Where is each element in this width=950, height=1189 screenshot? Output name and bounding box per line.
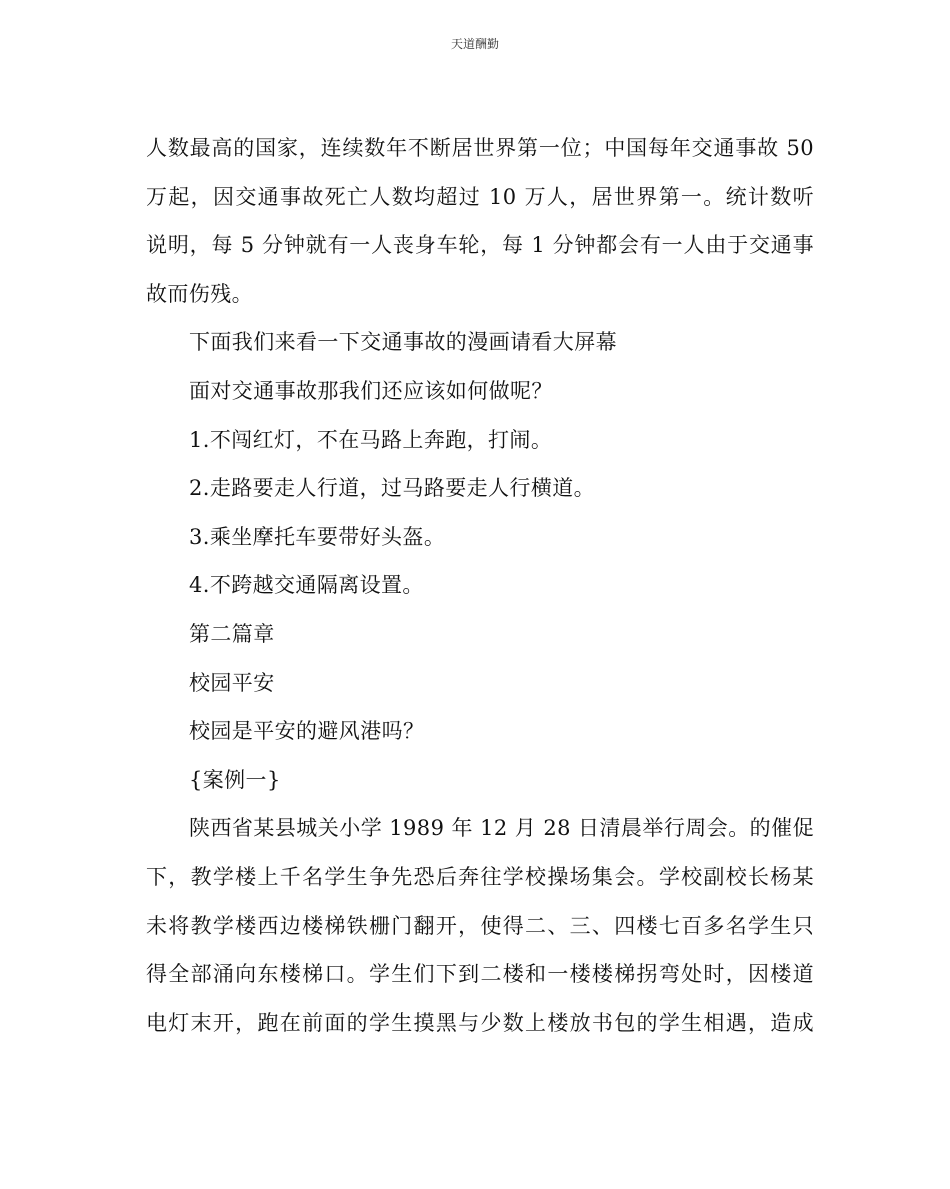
paragraph-line: 万起，因交通事故死亡人数均超过 10 万人，居世界第一。统计数听 (146, 184, 814, 209)
page-header: 天道酬勤 (450, 37, 499, 51)
paragraph-line: 校园是平安的避风港吗？ (189, 719, 425, 744)
paragraph-line: 面对交通事故那我们还应该如何做呢？ (189, 378, 553, 403)
paragraph-line: 电灯末开，跑在前面的学生摸黑与少数上楼放书包的学生相遇，造成 (146, 1010, 814, 1035)
section-heading: 校园平安 (189, 670, 275, 695)
chapter-heading: 第二篇章 (189, 621, 275, 646)
list-item: 1.不闯红灯，不在马路上奔跑，打闹。 (189, 427, 553, 452)
list-item: 2.走路要走人行道，过马路要走人行横道。 (189, 476, 596, 501)
paragraph-line: 故而伤残。 (146, 281, 253, 306)
list-item: 4.不跨越交通隔离设置。 (189, 573, 424, 598)
paragraph-line: 人数最高的国家，连续数年不断居世界第一位；中国每年交通事故 50 (146, 136, 814, 160)
paragraph-line: 未将教学楼西边楼梯铁栅门翻开，使得二、三、四楼七百多名学生只 (146, 913, 814, 938)
paragraph-line: 下，教学楼上千名学生争先恐后奔往学校操场集会。学校副校长杨某 (146, 864, 814, 889)
paragraph-line: 得全部涌向东楼梯口。学生们下到二楼和一楼楼梯拐弯处时，因楼道 (146, 962, 814, 987)
paragraph-line: 陕西省某县城关小学 1989 年 12 月 28 日清晨举行周会。的催促 (189, 816, 814, 841)
paragraph-line: 说明，每 5 分钟就有一人丧身车轮，每 1 分钟都会有一人由于交通事 (146, 233, 814, 258)
list-item: 3.乘坐摩托车要带好头盔。 (189, 524, 446, 549)
document-body (146, 124, 814, 1047)
paragraph-line: 下面我们来看一下交通事故的漫画请看大屏幕 (189, 330, 617, 355)
case-label: {案例一} (189, 767, 281, 792)
